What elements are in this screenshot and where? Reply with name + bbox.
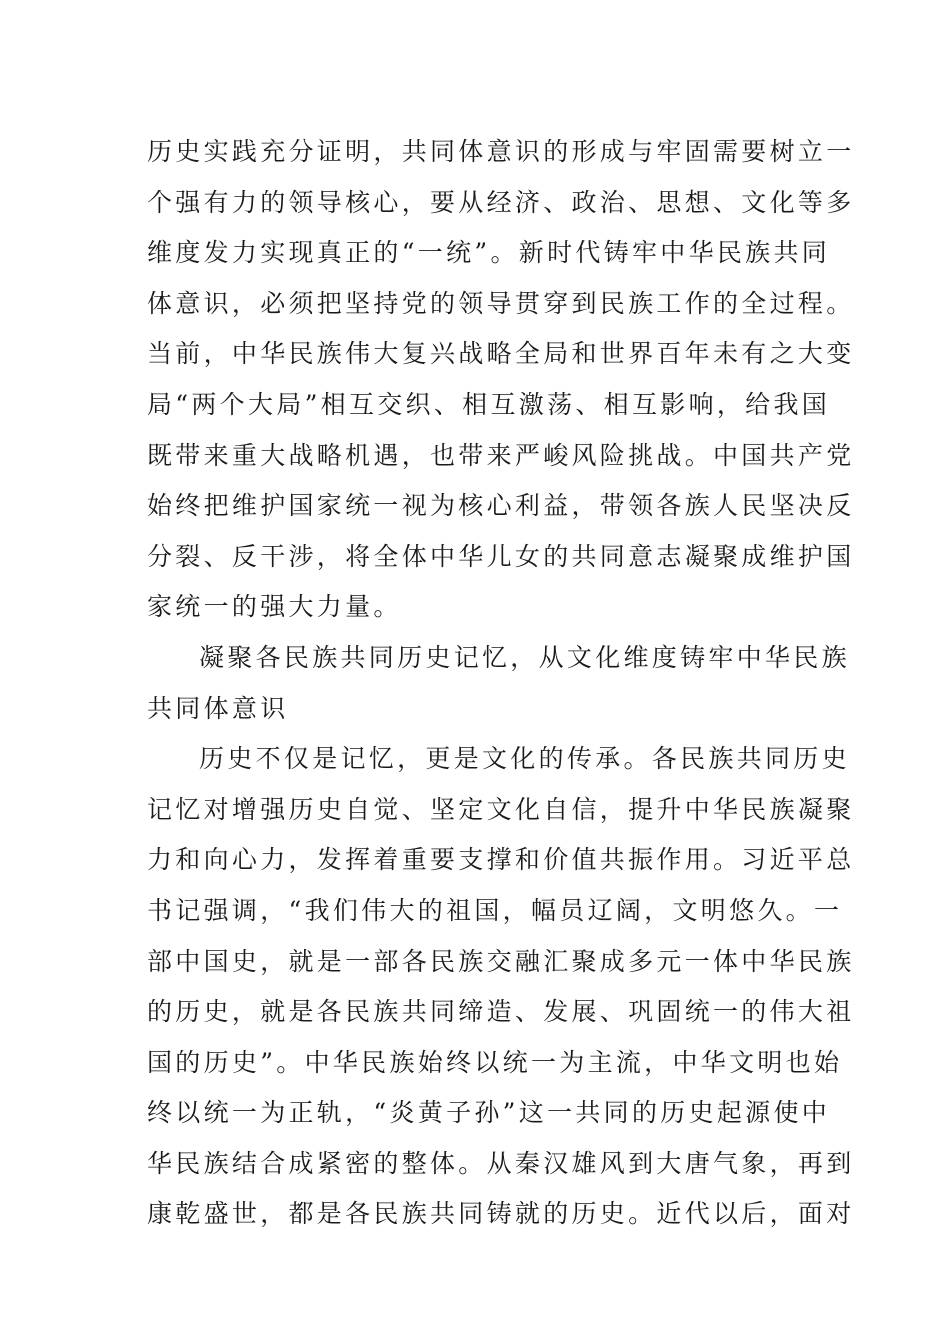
- text-line: 力和向心力，发挥着重要支撑和价值共振作用。习近平总: [147, 845, 855, 875]
- text-line: 家统一的强大力量。: [147, 592, 402, 622]
- text-line: 的历史，就是各民族共同缔造、发展、巩固统一的伟大祖: [147, 997, 855, 1027]
- text-line: 个强有力的领导核心，要从经济、政治、思想、文化等多: [147, 187, 855, 217]
- text-line: 书记强调，“我们伟大的祖国，幅员辽阔，文明悠久。一: [147, 895, 843, 925]
- body-text: [147, 127, 855, 1240]
- text-line: 分裂、反干涉，将全体中华儿女的共同意志凝聚成维护国: [147, 541, 855, 571]
- text-line: 国的历史”。中华民族始终以统一为主流，中华文明也始: [147, 1047, 843, 1077]
- text-line: 部中国史，就是一部各民族交融汇聚成多元一体中华民族: [147, 946, 855, 976]
- text-line: 历史实践充分证明，共同体意识的形成与牢固需要树立一: [147, 137, 855, 166]
- text-line: 既带来重大战略机遇，也带来严峻风险挑战。中国共产党: [147, 440, 855, 470]
- text-line: 维度发力实现真正的“一统”。新时代铸牢中华民族共同: [147, 238, 831, 268]
- section-heading-line: 凝聚各民族共同历史记忆，从文化维度铸牢中华民族: [199, 642, 850, 672]
- text-line: 始终把维护国家统一视为核心利益，带领各族人民坚决反: [147, 491, 855, 521]
- text-line: 体意识，必须把坚持党的领导贯穿到民族工作的全过程。: [147, 288, 855, 318]
- text-line: 局“两个大局”相互交织、相互激荡、相互影响，给我国: [147, 389, 831, 419]
- text-line: 康乾盛世，都是各民族共同铸就的历史。近代以后，面对: [147, 1199, 855, 1229]
- section-heading-line: 共同体意识: [147, 693, 289, 723]
- text-line: 当前，中华民族伟大复兴战略全局和世界百年未有之大变: [147, 339, 855, 369]
- text-line: 华民族结合成紧密的整体。从秦汉雄风到大唐气象，再到: [147, 1148, 855, 1178]
- text-line: 终以统一为正轨，“炎黄子孙”这一共同的历史起源使中: [147, 1098, 831, 1128]
- text-line: 历史不仅是记忆，更是文化的传承。各民族共同历史: [199, 744, 850, 774]
- text-line: 记忆对增强历史自觉、坚定文化自信，提升中华民族凝聚: [147, 794, 855, 824]
